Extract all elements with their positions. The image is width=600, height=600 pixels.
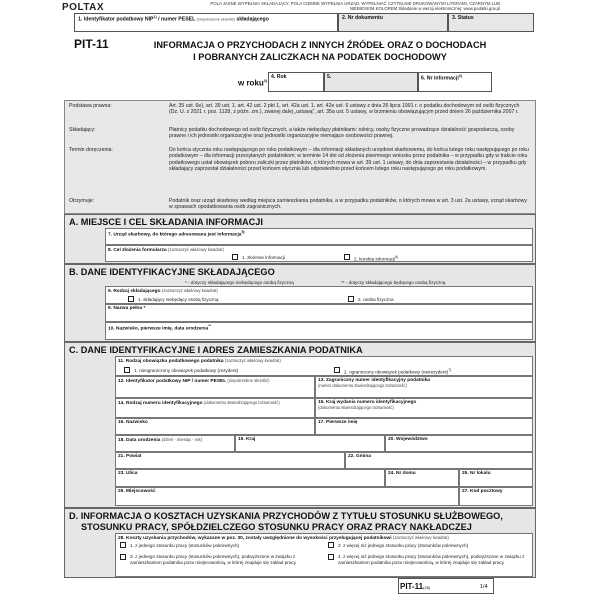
field-27-postal-code[interactable] xyxy=(459,487,533,506)
submitter-nonperson-label: 1. składający niebędący osobą fizyczną xyxy=(138,297,219,302)
field-27-label: 27. Kod pocztowy xyxy=(462,489,503,494)
field-1-hint: (niepotrzebne skreślić) xyxy=(196,17,235,22)
brand-label: POLTAX xyxy=(62,2,105,13)
field-full-name-label: 9. Nazwa pełna * xyxy=(108,306,146,311)
field-9-label: 9. Rodzaj składającego xyxy=(108,289,161,294)
field-19-country[interactable] xyxy=(235,435,385,452)
field-7-label: 7. Urząd skarbowy, do którego adresowana jest informacja xyxy=(108,232,242,238)
field-full-name[interactable] xyxy=(105,304,533,322)
costs-multi-job-raised-label: 4. z więcej niż jednego stosunku pracy (stosunków pokrewnych), podwyższone w związku z zamieszkaniem podatnika poza miejscowością, w której znajduje się zakład pracy xyxy=(338,554,525,565)
field-1-nip-pesel[interactable] xyxy=(74,13,338,32)
obligation-nonresident-sup: 7) xyxy=(448,368,452,372)
submitter-nonperson-checkbox[interactable] xyxy=(128,296,134,302)
form-title-line2: I POBRANYCH ZALICZKACH NA PODATEK DOCHODOWY xyxy=(193,51,447,62)
field-22-municipality[interactable] xyxy=(345,452,533,469)
field-8-hint: (zaznaczyć właściwy kwadrat) xyxy=(168,247,224,252)
field-6-sup: 3) xyxy=(458,74,462,78)
field-25-apartment-number[interactable] xyxy=(459,469,533,487)
field-24-house-number[interactable] xyxy=(385,469,459,487)
year-sup: 2) xyxy=(263,78,268,83)
field-12-hint: (niepotrzebne skreślić) xyxy=(227,378,270,383)
field-18-hint: (dzień - miesiąc - rok) xyxy=(161,437,202,442)
field-18-label: 18. Data urodzenia xyxy=(118,438,161,443)
field-1-sup: 1) xyxy=(153,15,157,19)
section-c xyxy=(64,342,536,508)
submitter-person-checkbox[interactable] xyxy=(348,296,354,302)
field-10-name-birthdate[interactable] xyxy=(105,322,533,340)
field-15-label: 15. Kraj wydania numeru identyfikacyjnego xyxy=(318,400,417,405)
field-12-sep: / numer PESEL xyxy=(191,379,227,384)
field-3-status xyxy=(448,13,534,32)
info-key-recipient: Otrzymuje: xyxy=(69,198,95,204)
info-value-submitter: Płatnicy podatku dochodowego od osób fizycznych, a także niebędący płatnikami: rolnicy, osoby fizyczne prowadzące działalność gospodarczą, osoby prawne i ich jednostki organizacyjne oraz jednostki organizacyjne niemające osobowości prawnej. xyxy=(169,127,515,140)
costs-multi-job-label: 2. z więcej niż jednego stosunku pracy (stosunków pokrewnych) xyxy=(338,543,469,548)
field-1-label: 1. Identyfikator podatkowy NIP xyxy=(78,16,154,23)
field-10-sup: ** xyxy=(208,324,211,328)
field-15-hint: (dokumentu stwierdzającego tożsamość) xyxy=(318,405,394,410)
field-1-sep: / numer PESEL xyxy=(158,16,196,23)
submitter-person-label: 2. osoba fizyczna xyxy=(358,297,394,302)
section-d-heading-line1: D. INFORMACJA O KOSZTACH UZYSKANIA PRZYCHODÓW Z TYTUŁU STOSUNKU SŁUŻBOWEGO, xyxy=(69,511,503,521)
field-5-label: 5. xyxy=(327,74,332,80)
field-1-suffix: składającego xyxy=(236,16,269,23)
field-8-purpose xyxy=(105,245,533,262)
field-12-nip-pesel[interactable] xyxy=(115,376,315,398)
field-15-id-country[interactable] xyxy=(315,398,533,418)
purpose-correction-label: 2. korekta informacji xyxy=(354,256,396,262)
field-21-county[interactable] xyxy=(115,452,345,469)
field-17-first-name[interactable] xyxy=(315,418,533,435)
field-2-label: 2. Nr dokumentu xyxy=(342,15,383,21)
section-d-heading xyxy=(69,511,503,532)
purpose-correction-checkbox[interactable] xyxy=(344,254,350,260)
info-value-deadline: Do końca stycznia roku następującego po roku podatkowym – dla informacji składanych urzędowi skarbowemu, do końca lutego roku następującego po roku podatkowym – dla informacji przesyłanych podatnikom; w terminie 14 dni od złożenia pisemnego wniosku przez podatnika – w przypadku gdy w trakcie roku podatkowego ustał obowiązek poboru zaliczki przez płatników, o których mowa w art. 39 ust. 1 ustawy, do dnia zaprzestania działalności – w przypadku gdy składający zaprzestał działalności przed końcem stycznia lub odpowiednio przed końcem lutego roku następującego po roku podatkowym. xyxy=(169,147,529,172)
field-9-submitter-type xyxy=(105,286,533,304)
field-13-label: 13. Zagraniczny numer identyfikacyjny podatnika xyxy=(318,378,430,383)
obligation-resident-checkbox[interactable] xyxy=(124,367,130,373)
costs-multi-job-checkbox[interactable] xyxy=(328,542,334,548)
field-12-label: 12. Identyfikator podatkowy NIP xyxy=(118,379,191,384)
field-26-label: 26. Miejscowość xyxy=(118,489,156,494)
info-value-recipient: Podatnik oraz urząd skarbowy według miejsca zamieszkania podatnika, a w przypadku podatników, o których mowa w art. 3 ust. 2a ustawy, urząd skarbowy w sprawach opodatkowania osób zagranicznych. xyxy=(169,198,528,211)
header-note: POLA JASNE WYPEŁNIA SKŁADAJĄCY, POLA CIEMNE WYPEŁNIA URZĄD. WYPEŁNIAĆ CZYTELNIE DRUKOWANYMI LITERAMI, CZARNYM LUB NIEBIESKIM KOLOREM Składanie w wersji elektronicznej: www.podatki.gov.pl xyxy=(210,1,500,11)
info-value-legal-basis: Art. 35 ust. 6e), art. 39 ust. 1, art. 42 ust. 2 pkt 1, art. 42a ust. 1, art. 42e ust. 6 ustawy z dnia 26 lipca 1991 r. o podatku dochodowym od osób fizycznych (Dz. U. z 2021 r. poz. 1128, z późn. zm.), zwanej dalej „ustawą", art. 35a ust. 5 ustawy, w brzmieniu obowiązującym przed dniem 26 października 2007 r. xyxy=(169,103,520,116)
field-7-tax-office[interactable] xyxy=(105,228,533,245)
field-20-label: 20. Województwo xyxy=(388,437,428,442)
field-8-label: 8. Cel złożenia formularza xyxy=(108,248,167,253)
section-c-heading: C. DANE IDENTYFIKACYJNE I ADRES ZAMIESZKANIA PODATNIKA xyxy=(69,345,363,355)
year-label: w roku xyxy=(238,78,264,88)
costs-multi-job-raised-checkbox[interactable] xyxy=(328,554,334,560)
section-d xyxy=(64,508,536,578)
footer-version: (28) xyxy=(423,585,431,590)
costs-one-job-label: 1. z jednego stosunku pracy (stosunków pokrewnych) xyxy=(130,543,240,548)
purpose-correction-sup: 6) xyxy=(395,255,399,259)
form-title xyxy=(150,40,490,63)
section-a xyxy=(64,214,536,264)
footer-code: PIT-11 xyxy=(400,582,424,591)
purpose-submit-checkbox[interactable] xyxy=(232,254,238,260)
field-11-hint: (zaznaczyć właściwy kwadrat) xyxy=(224,358,281,363)
field-2-doc-number xyxy=(338,13,448,32)
field-23-street[interactable] xyxy=(115,469,385,487)
field-23-label: 23. Ulica xyxy=(118,471,138,476)
field-18-birthdate[interactable] xyxy=(115,435,235,452)
field-21-label: 21. Powiat xyxy=(118,454,142,459)
section-b-note-nonperson: * - dotyczy składającego niebędącego osobą fizyczną xyxy=(185,280,294,285)
field-13-foreign-id[interactable] xyxy=(315,376,533,398)
section-b xyxy=(64,264,536,342)
costs-one-job-checkbox[interactable] xyxy=(120,542,126,548)
field-14-label: 14. Rodzaj numeru identyfikacyjnego xyxy=(118,401,203,406)
year-label-wrap xyxy=(238,78,267,88)
field-16-label: 16. Nazwisko xyxy=(118,420,148,425)
section-b-heading: B. DANE IDENTYFIKACYJNE SKŁADAJĄCEGO xyxy=(69,267,275,277)
field-14-hint: (dokumentu stwierdzającego tożsamość) xyxy=(203,400,280,405)
costs-one-job-raised-checkbox[interactable] xyxy=(120,554,126,560)
field-28-label: 28. Koszty uzyskania przychodów, wykazane w poz. 30, zostały uwzględnione do wysokości przysługującej podatnikowi xyxy=(118,536,392,541)
field-4-year[interactable] xyxy=(268,72,324,92)
field-28-hint: (zaznaczyć właściwy kwadrat) xyxy=(392,535,449,540)
footer-form-code xyxy=(400,582,430,591)
legal-info-block xyxy=(64,100,536,214)
field-28-costs xyxy=(115,533,533,577)
field-24-label: 24. Nr domu xyxy=(388,471,416,476)
field-17-label: 17. Pierwsze imię xyxy=(318,420,358,425)
field-16-surname[interactable] xyxy=(115,418,315,435)
field-10-label: 10. Nazwisko, pierwsze imię, data urodzenia xyxy=(108,326,209,332)
field-6-label: 6. Nr informacji xyxy=(421,75,459,82)
form-title-line1: INFORMACJA O PRZYCHODACH Z INNYCH ŹRÓDEŁ ORAZ O DOCHODACH xyxy=(153,40,487,50)
field-4-label: 4. Rok xyxy=(271,74,287,80)
obligation-resident-label: 1. nieograniczony obowiązek podatkowy (rezydent) xyxy=(134,368,239,373)
field-9-hint: (zaznaczyć właściwy kwadrat) xyxy=(161,288,218,293)
info-key-deadline: Termin doręczenia: xyxy=(69,147,113,153)
field-11-label: 11. Rodzaj obowiązku podatkowego podatnika xyxy=(118,359,224,364)
field-26-city[interactable] xyxy=(115,487,459,506)
info-key-legal-basis: Podstawa prawna: xyxy=(69,103,112,109)
section-b-note-person: ** - dotyczy składającego będącego osobą fizyczną xyxy=(341,280,446,285)
section-a-heading: A. MIEJSCE I CEL SKŁADANIA INFORMACJI xyxy=(69,217,263,227)
info-key-submitter: Składający: xyxy=(69,127,96,133)
form-code: PIT-11 xyxy=(74,37,109,51)
section-d-heading-line2: STOSUNKU PRACY, SPÓŁDZIELCZEGO STOSUNKU PRACY ORAZ PRACY NAKŁADCZEJ xyxy=(81,521,472,532)
obligation-nonresident-checkbox[interactable] xyxy=(334,367,340,373)
field-25-label: 25. Nr lokalu xyxy=(462,471,491,476)
obligation-nonresident-label: 2. ograniczony obowiązek podatkowy (nierezydent) xyxy=(344,369,449,375)
field-6-info-number[interactable] xyxy=(418,72,492,92)
footer-page-number: 1/4 xyxy=(480,584,488,590)
field-3-label: 3. Status xyxy=(452,15,474,21)
field-19-label: 19. Kraj xyxy=(238,437,256,442)
field-14-id-type[interactable] xyxy=(115,398,315,418)
field-7-sup: 5) xyxy=(241,230,245,234)
costs-one-job-raised-label: 3. z jednego stosunku pracy (stosunków pokrewnych), podwyższone w związku z zamieszkaniem podatnika poza miejscowością, w której znajduje się zakład pracy xyxy=(130,554,296,565)
field-22-label: 22. Gmina xyxy=(348,454,371,459)
purpose-submit-label: 1. złożenie informacji xyxy=(242,255,285,260)
field-20-voivodeship[interactable] xyxy=(385,435,533,452)
field-5 xyxy=(324,72,418,92)
field-13-hint: (numer dokumentu stwierdzającego tożsamość) xyxy=(318,383,407,388)
field-11-tax-obligation xyxy=(115,356,533,376)
